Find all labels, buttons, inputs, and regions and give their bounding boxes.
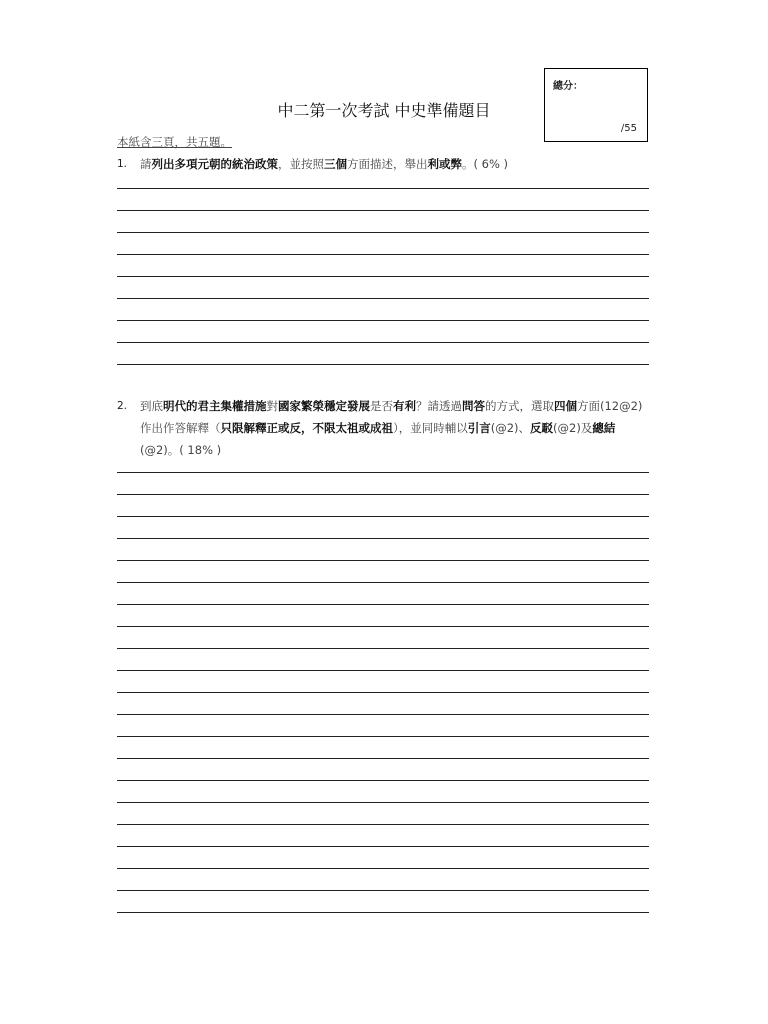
answer-line[interactable] bbox=[117, 560, 649, 561]
answer-line[interactable] bbox=[117, 582, 649, 583]
answer-line[interactable] bbox=[117, 254, 649, 255]
question-2 bbox=[117, 395, 650, 461]
question-1-number: 1. bbox=[117, 158, 128, 170]
question-2-number: 2. bbox=[117, 400, 128, 412]
answer-line[interactable] bbox=[117, 802, 649, 803]
answer-line[interactable] bbox=[117, 912, 649, 913]
answer-line[interactable] bbox=[117, 714, 649, 715]
answer-line[interactable] bbox=[117, 736, 649, 737]
answer-line[interactable] bbox=[117, 342, 649, 343]
page-title: 中二第一次考試 中史準備題目 bbox=[277, 101, 491, 120]
answer-line[interactable] bbox=[117, 494, 649, 495]
answer-line[interactable] bbox=[117, 210, 649, 211]
answer-line[interactable] bbox=[117, 298, 649, 299]
answer-line[interactable] bbox=[117, 890, 649, 891]
answer-line[interactable] bbox=[117, 188, 649, 189]
answer-line[interactable] bbox=[117, 538, 649, 539]
answer-line[interactable] bbox=[117, 692, 649, 693]
answer-line[interactable] bbox=[117, 626, 649, 627]
question-1-text: 請列出多項元朝的統治政策，並按照三個方面描述，舉出利或弊。( 6% ) bbox=[140, 157, 509, 171]
answer-line[interactable] bbox=[117, 648, 649, 649]
answer-line[interactable] bbox=[117, 846, 649, 847]
answer-line[interactable] bbox=[117, 276, 649, 277]
answer-line[interactable] bbox=[117, 232, 649, 233]
paper-note: 本紙含三頁，共五題。 bbox=[117, 135, 232, 149]
answer-line[interactable] bbox=[117, 868, 649, 869]
answer-line[interactable] bbox=[117, 364, 649, 365]
total-score-label: 總分： bbox=[553, 81, 583, 92]
answer-line[interactable] bbox=[117, 320, 649, 321]
question-2-text: 到底明代的君主集權措施對國家繁榮穩定發展是否有利？請透過問答的方式，選取四個方面(12@2)作出作答解釋（只限解釋正或反，不限太祖或成祖），並同時輔以引言(@2)、反駁(@2)及總結(@2)。( 18% ) bbox=[140, 399, 643, 457]
answer-line[interactable] bbox=[117, 780, 649, 781]
answer-line[interactable] bbox=[117, 472, 649, 473]
answer-line[interactable] bbox=[117, 516, 649, 517]
answer-line[interactable] bbox=[117, 670, 649, 671]
answer-line[interactable] bbox=[117, 824, 649, 825]
total-score-max: /55 bbox=[620, 123, 637, 134]
question-1 bbox=[117, 153, 650, 175]
answer-line[interactable] bbox=[117, 758, 649, 759]
answer-line[interactable] bbox=[117, 604, 649, 605]
